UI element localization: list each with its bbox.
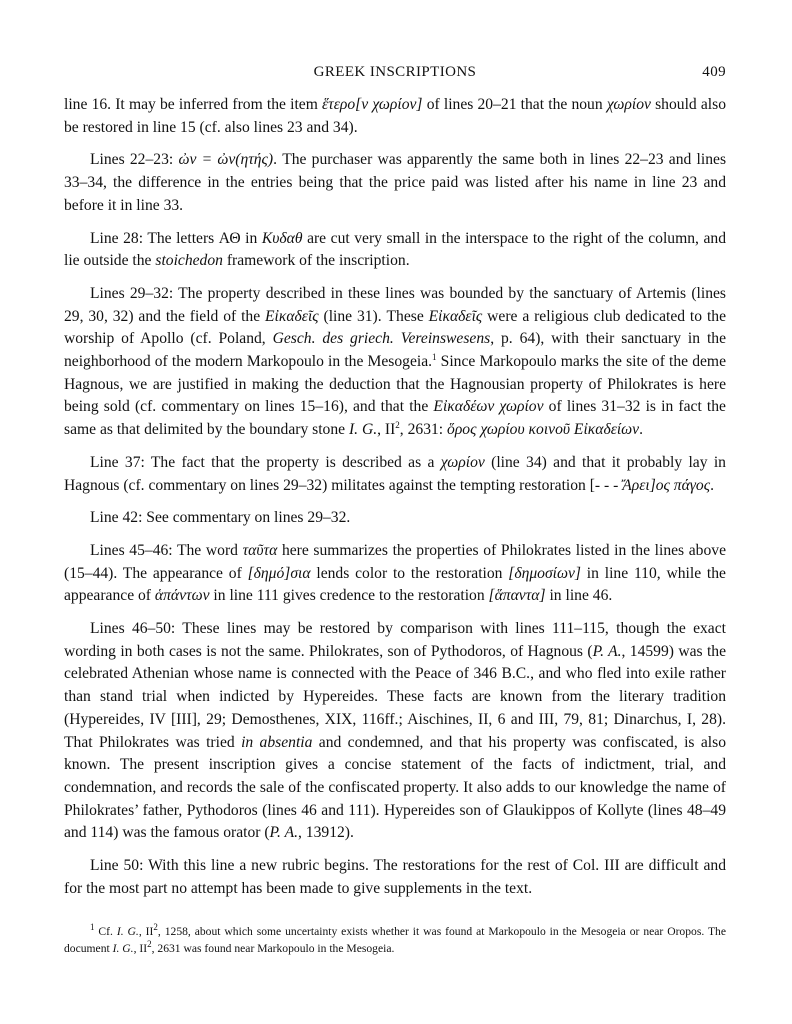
italic-text: I. G. — [112, 941, 134, 955]
text-run: Since Markopoulo marks the site of the deme Hagnous, we are justified in making the deduction that the Hagnousian property of Philokrates is here being sold (cf. commentary on lines 15–16), and that the — [64, 353, 726, 416]
italic-text: ὠν = ὠν(ητής) — [178, 151, 274, 169]
text-run: . — [639, 421, 644, 439]
text-run: , p. 64), with their sanctuary in the neighborhood of the modern Markopoulo in the Mesogeia. — [64, 330, 726, 371]
italic-text: Εἰκαδέων χωρίον — [433, 398, 544, 416]
footnote-marker: 2 — [153, 921, 158, 932]
paragraph-continuation — [64, 94, 726, 139]
text-run: lends color to the restoration — [310, 564, 509, 582]
text-run: of lines 31–32 is in fact the same as that delimited by the boundary stone — [64, 398, 726, 439]
paragraph-lines-29-32 — [64, 283, 726, 442]
footnote-marker: 2 — [395, 419, 400, 430]
italic-text: stoichedon — [155, 252, 223, 270]
text-run: Lines 45–46: The word — [90, 541, 243, 559]
text-run: Line 28: The letters ΑΘ in — [90, 229, 262, 247]
text-run: in line 46. — [545, 587, 613, 605]
running-head — [64, 58, 726, 84]
italic-text: Εἰκαδεῖς — [265, 307, 319, 325]
paragraph-line-37 — [64, 452, 726, 497]
text-run: and condemned, and that his property was confiscated, is also known. The present inscription gives a concise statement of the facts of indictment, trial, and condemnation, and records the sale of the confiscated property. It also adds to our knowledge the name of Philokrates’ father, Pythodoros (lines 46 and 111). Hypereides son of Glaukippos of Kollyte (lines 48–49 and 114) was the famous orator ( — [64, 733, 726, 842]
paragraph-line-50 — [64, 855, 726, 900]
text-run: , 2631 was found near Markopoulo in the Mesogeia. — [151, 941, 395, 955]
text-run: Cf. — [94, 924, 117, 938]
italic-text: Ἄρει]ος πάγος — [622, 476, 711, 494]
text-run: Lines 46–50: These lines may be restored by comparison with lines 111–115, though the exact wording in both cases is not the same. Philokrates, son of Pythodoros, of Hagnous ( — [64, 620, 726, 660]
text-run: (line 31). These — [318, 307, 429, 325]
text-run: Line 50: With this line a new rubric begins. The restorations for the rest of Col. III are difficult and for the most part no attempt has been made to give supplements in the text. — [64, 857, 726, 897]
text-run: should also be restored in line 15 (cf. also lines 23 and 34). — [64, 96, 726, 136]
text-run: . — [710, 476, 714, 494]
text-run: are cut very small in the interspace to the right of the column, and lie outside the — [64, 229, 726, 270]
italic-text: χωρίον — [440, 453, 485, 471]
text-run: , 1258, about which some uncertainty exists whether it was found at Markopoulo in the Mesogeia or near Oropos. The document — [64, 924, 726, 955]
footnote — [64, 923, 726, 957]
text-run: , II — [377, 421, 396, 439]
text-run: of lines 20–21 that the noun — [422, 96, 607, 113]
text-run: in line 111 gives credence to the restoration — [209, 587, 489, 605]
italic-text: I. G. — [348, 421, 378, 439]
body-text — [64, 94, 726, 901]
italic-text: ταῦτα — [242, 541, 278, 559]
text-run: , II — [138, 924, 154, 938]
page-number: 409 — [702, 64, 726, 80]
text-run: Line 37: The fact that the property is described as a — [90, 453, 441, 471]
text-run: here summarizes the properties of Philokrates listed in the lines above (15–44). The appearance of — [64, 541, 726, 582]
text-run: , 14599) was the celebrated Athenian whose name is connected with the Peace of 346 B.C., and who fled into exile rather than stand trial when indicted by Hypereides. These facts are known from the literary tradition (Hypereides, IV [III], 29; Demosthenes, XIX, 116ff.; Aischines, II, 6 and III, 79, 81; Dinarchus, I, 28). That Philokrates was tried — [64, 642, 727, 751]
paragraph-lines-45-46 — [64, 540, 726, 608]
paragraph-lines-46-50 — [64, 618, 726, 845]
running-title: GREEK INSCRIPTIONS — [313, 64, 477, 80]
text-run: , II — [133, 941, 148, 955]
italic-text: ὅρος χωρίου κοινοῦ Εἰκαδείων — [447, 421, 640, 439]
italic-text: I. G. — [116, 924, 139, 938]
text-run: Line 42: See commentary on lines 29–32. — [90, 509, 351, 527]
text-run: were a religious club dedicated to the worship of Apollo (cf. Poland, — [64, 307, 726, 348]
text-run: line 16. It may be inferred from the item — [64, 96, 323, 113]
italic-text: ἕτερο[ν χωρίον] — [322, 96, 423, 113]
italic-text: [δημοσίων] — [508, 564, 581, 582]
page — [64, 58, 726, 957]
italic-text: Gesch. des griech. Vereinswesens — [272, 330, 491, 348]
paragraph-line-28 — [64, 228, 726, 273]
italic-text: ἁπάντων — [154, 587, 210, 605]
text-run: (line 34) and that it probably lay in Hagnous (cf. commentary on lines 29–32) militates against the tempting restoration [- - - — [64, 453, 726, 494]
footnote-marker: 2 — [147, 938, 152, 949]
italic-text: Εἰκαδεῖς — [428, 307, 483, 325]
italic-text: χωρίον — [606, 96, 651, 113]
text-run: Lines 22–23: — [90, 151, 179, 169]
paragraph-lines-22-23 — [64, 149, 726, 217]
italic-text: P. A. — [269, 824, 298, 842]
italic-text: [ἅπαντα] — [488, 587, 546, 605]
text-run: Lines 29–32: The property described in these lines was bounded by the sanctuary of Artemis (lines 29, 30, 32) and the field of the — [64, 284, 726, 325]
paragraph-line-42 — [64, 507, 726, 530]
italic-text: in absentia — [241, 733, 313, 751]
italic-text: P. A. — [592, 642, 622, 660]
text-run: . The purchaser was apparently the same both in lines 22–23 and lines 33–34, the difference in the entries being that the price paid was listed after his name in line 23 and before it in line 33. — [64, 151, 727, 214]
italic-text: [δημό]σια — [247, 564, 311, 582]
text-run: framework of the inscription. — [222, 252, 410, 270]
italic-text: Κυδαθ — [261, 229, 303, 247]
text-run: , 13912). — [298, 824, 354, 842]
footnote-marker: 1 — [90, 921, 95, 932]
text-run: , 2631: — [399, 421, 448, 439]
footnote-marker: 1 — [432, 351, 437, 362]
text-run: in line 110, while the appearance of — [64, 564, 726, 605]
